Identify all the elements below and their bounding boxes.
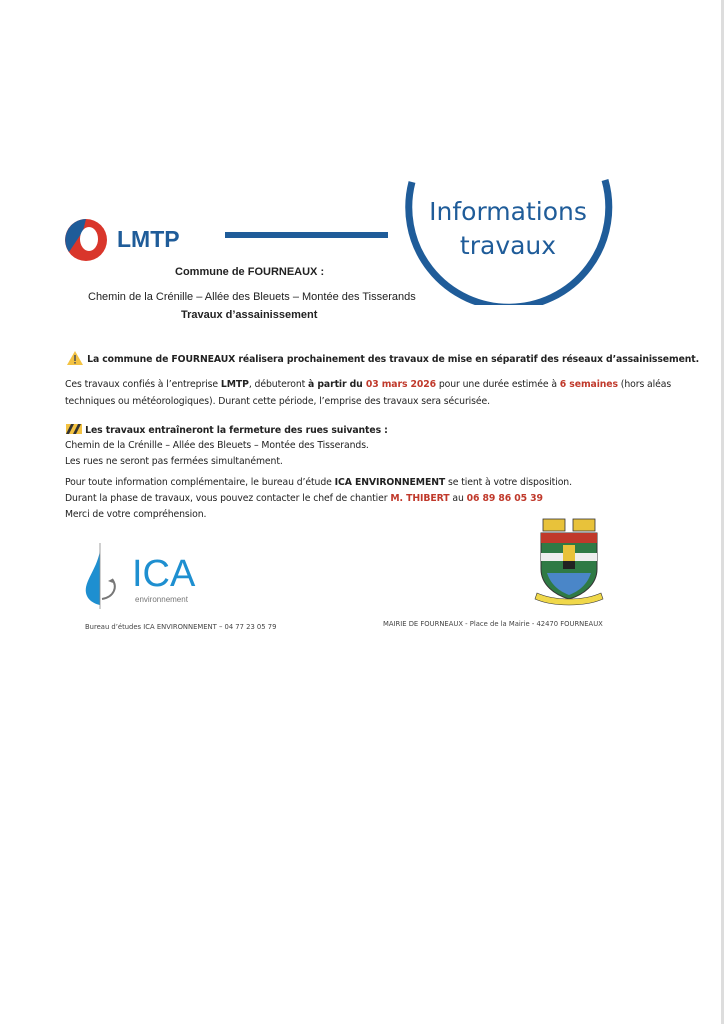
warning-icon [66, 350, 84, 366]
fourneaux-coat-of-arms-icon [533, 517, 605, 609]
mairie-caption: MAIRIE DE FOURNEAUX - Place de la Mairie - 42470 FOURNEAUX [383, 620, 603, 628]
info-line: Pour toute information complémentaire, le bureau d’étude ICA ENVIRONNEMENT se tient à votre disposition. [65, 477, 572, 488]
closure-note: Les rues ne seront pas fermées simultanément. [65, 456, 283, 467]
commune-title: Commune de FOURNEAUX : [175, 266, 325, 278]
paragraph-dates: Ces travaux confiés à l’entreprise LMTP, débuteront à partir du 03 mars 2026 pour une durée estimée à 6 semaines (hors aléas [65, 379, 672, 390]
subject-heading: Travaux d’assainissement [181, 309, 318, 321]
closure-streets: Chemin de la Crénille – Allée des Bleuets – Montée des Tisserands. [65, 440, 369, 451]
contact-line: Durant la phase de travaux, vous pouvez contacter le chef de chantier M. THIBERT au 06 89 86 05 39 [65, 493, 543, 504]
ica-logo-text: ICA [132, 553, 196, 595]
contact-phone: 06 89 86 05 39 [466, 493, 543, 504]
badge-line2: travaux [459, 231, 557, 260]
header-rule [225, 232, 388, 238]
ica-logo-sub: environnement [135, 595, 188, 604]
lmtp-logo-icon [63, 217, 109, 263]
streets-heading: Chemin de la Crénille – Allée des Bleuets – Montée des Tisserands [88, 291, 416, 303]
paragraph-dates-line2: techniques ou météorologiques). Durant cette période, l’emprise des travaux sera sécurisée. [65, 396, 491, 407]
contact-name: M. THIBERT [390, 493, 450, 504]
info-badge [410, 195, 606, 263]
ica-logo [82, 543, 196, 613]
lmtp-logo-text: LMTP [117, 226, 180, 252]
alert-line [66, 350, 699, 366]
ica-caption: Bureau d’études ICA ENVIRONNEMENT – 04 77 23 05 79 [85, 623, 277, 631]
badge-line1: Informations [429, 197, 587, 226]
duration: 6 semaines [559, 379, 618, 390]
alert-text: La commune de FOURNEAUX réalisera prochainement des travaux de mise en séparatif des réseaux d’assainissement. [87, 354, 700, 365]
thanks-line: Merci de votre compréhension. [65, 509, 207, 520]
closure-title-line: Les travaux entraîneront la fermeture des rues suivantes : [66, 424, 388, 436]
ica-drop-icon [82, 543, 126, 609]
roadblock-icon [66, 424, 82, 434]
lmtp-logo [63, 217, 180, 267]
start-date: 03 mars 2026 [365, 379, 437, 390]
